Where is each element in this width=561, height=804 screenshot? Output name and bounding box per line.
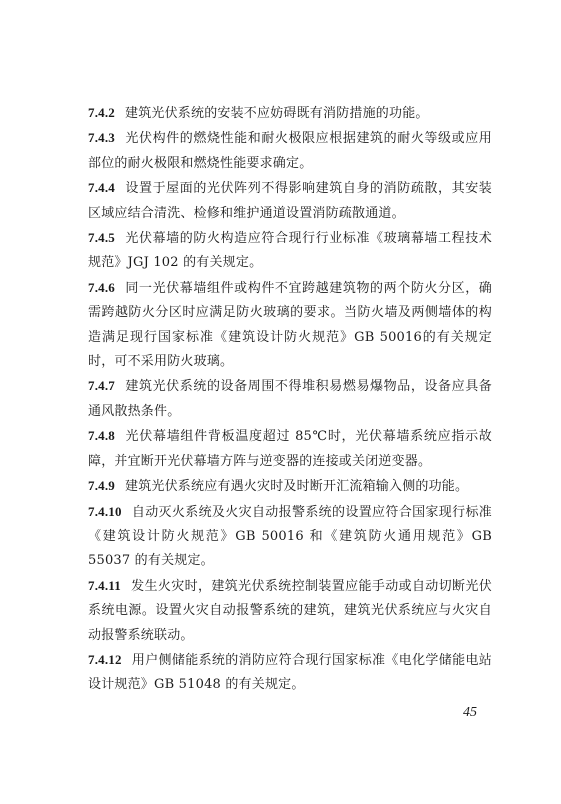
clause-7-4-7: [88, 374, 492, 424]
clause-number: 7.4.5: [88, 230, 115, 246]
clause-text: 光伏构件的燃烧性能和耐火极限应根据建筑的耐火等级或应用部位的耐火极限和燃烧性能要求确定。: [88, 131, 492, 171]
clause-7-4-6: [88, 276, 492, 375]
clause-text: 建筑光伏系统的设备周围不得堆积易燃易爆物品，设备应具备通风散热条件。: [88, 379, 492, 419]
clause-text: 建筑光伏系统的安装不应妨碍既有消防措施的功能。: [125, 106, 429, 121]
clause-number: 7.4.9: [88, 478, 115, 494]
clause-number: 7.4.8: [88, 428, 115, 444]
clause-number: 7.4.11: [88, 577, 121, 593]
clause-7-4-8: [88, 424, 492, 474]
clause-7-4-4: [88, 176, 492, 226]
clause-number: 7.4.2: [88, 105, 115, 120]
clause-text: 设置于屋面的光伏阵列不得影响建筑自身的消防疏散，其安装区域应结合清洗、检修和维护通道设置消防疏散通道。: [88, 181, 492, 221]
clause-number: 7.4.7: [88, 378, 115, 394]
clause-number: 7.4.12: [88, 651, 122, 667]
clause-text: 光伏幕墙的防火构造应符合现行行业标准《玻璃幕墙工程技术规范》JGJ 102 的有关规定。: [88, 231, 492, 271]
clause-7-4-11: [88, 574, 492, 648]
page-number: 45: [463, 705, 477, 720]
clause-7-4-9: [88, 474, 492, 499]
clause-text: 发生火灾时，建筑光伏系统控制装置应能手动或自动切断光伏系统电源。设置火灾自动报警系统的建筑，建筑光伏系统应与火灾自动报警系统联动。: [88, 578, 492, 643]
clause-7-4-10: [88, 500, 492, 574]
clause-number: 7.4.10: [88, 503, 122, 519]
clause-7-4-12: [88, 648, 492, 698]
clause-text: 自动灭火系统及火灾自动报警系统的设置应符合国家现行标准《建筑设计防火规范》GB 50016 和《建筑防火通用规范》GB 55037 的有关规定。: [88, 504, 492, 569]
clause-number: 7.4.4: [88, 180, 115, 196]
clause-text: 光伏幕墙组件背板温度超过 85℃时，光伏幕墙系统应指示故障，并宜断开光伏幕墙方阵与逆变器的连接或关闭逆变器。: [88, 429, 492, 469]
clause-7-4-3: [88, 126, 492, 176]
clause-7-4-2: [88, 101, 492, 126]
clause-text: 用户侧储能系统的消防应符合现行国家标准《电化学储能电站设计规范》GB 51048 的有关规定。: [88, 652, 492, 693]
clause-7-4-5: [88, 226, 492, 276]
document-body: [88, 101, 492, 698]
clause-number: 7.4.3: [88, 130, 115, 146]
clause-number: 7.4.6: [88, 279, 115, 295]
clause-text: 建筑光伏系统应有遇火灾时及时断开汇流箱输入侧的功能。: [125, 479, 469, 495]
clause-text: 同一光伏幕墙组件或构件不宜跨越建筑物的两个防火分区，确需跨越防火分区时应满足防火玻璃的要求。当防火墙及两侧墙体的构造满足现行国家标准《建筑设计防火规范》GB 50016的有关规定时，可不采用防火玻璃。: [88, 280, 492, 370]
